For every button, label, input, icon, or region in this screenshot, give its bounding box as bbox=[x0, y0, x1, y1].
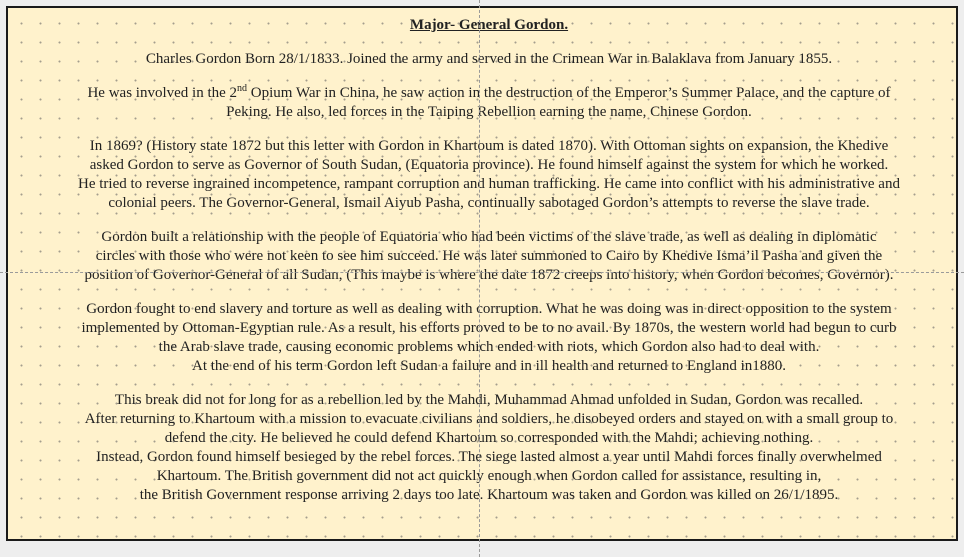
text-line: Peking. He also, led forces in the Taiping Rebellion earning the name, Chinese Gordon. bbox=[226, 104, 752, 120]
text-line: Khartoum. The British government did not act quickly enough when Gordon called for assistance, resulting in, bbox=[156, 468, 822, 484]
text-line: Charles Gordon Born 28/1/1833. Joined the army and served in the Crimean War in Balaklava from January 1855. bbox=[145, 51, 833, 67]
document-title: Major- General Gordon. bbox=[409, 17, 569, 33]
text-line: In 1869? (History state 1872 but this letter with Gordon in Khartoum is dated 1870). With Ottoman sights on expansion, the Khedive bbox=[89, 138, 889, 154]
text-line: Instead, Gordon found himself besieged by the rebel forces. The siege lasted almost a year until Mahdi forces finally overwhelmed bbox=[96, 449, 882, 465]
paragraph-china bbox=[18, 84, 960, 122]
text-line: colonial peers. The Governor-General, Ismail Aiyub Pasha, continually sabotaged Gordon’s attempts to reverse the slave trade. bbox=[108, 195, 870, 211]
superscript-nd: nd bbox=[237, 83, 248, 94]
text-line: Gordon built a relationship with the people of Equatoria who had been victims of the slave trade, as well as dealing in diplomatic bbox=[101, 229, 877, 245]
document-page bbox=[6, 6, 958, 541]
paragraph-birth bbox=[18, 50, 960, 69]
document-body bbox=[18, 16, 960, 520]
paragraph-khartoum bbox=[18, 391, 960, 505]
text-line: position of Governor-General of all Sudan, (This maybe is where the date 1872 creeps into history, when Gordon becomes, Governor). bbox=[84, 267, 894, 283]
text-line: This break did not for long for as a rebellion led by the Mahdi, Muhammad Ahmad unfolded in Sudan, Gordon was recalled. bbox=[114, 392, 864, 408]
paragraph-equatoria bbox=[18, 137, 960, 213]
text-line: After returning to Khartoum with a mission to evacuate civilians and soldiers, he disobeyed orders and stayed on with a small group to bbox=[84, 411, 894, 427]
text-line: circles with those who were not keen to see him succeed. He was later summoned to Cairo by Khedive Isma’il Pasha and given the bbox=[95, 248, 883, 264]
text-line: the Arab slave trade, causing economic problems which ended with riots, which Gordon also had to deal with. bbox=[158, 339, 820, 355]
paragraph-slavery bbox=[18, 300, 960, 376]
text-line: Gordon fought to end slavery and torture as well as dealing with corruption. What he was doing was in direct opposition to the system bbox=[86, 301, 892, 317]
text-line: the British Government response arriving 2 days too late. Khartoum was taken and Gordon was killed on 26/1/1895. bbox=[139, 487, 839, 503]
text-line: defend the city. He believed he could defend Khartoum so corresponded with the Mahdi; achieving nothing. bbox=[164, 430, 814, 446]
text-segment: He was involved in the 2 bbox=[87, 85, 238, 101]
text-line: asked Gordon to serve as Governor of South Sudan, (Equatoria province). He found himself against the system for which he worked. bbox=[89, 157, 889, 173]
text-line: At the end of his term Gordon left Sudan a failure and in ill health and returned to England in1880. bbox=[191, 358, 787, 374]
paragraph-governor-general bbox=[18, 228, 960, 285]
text-segment: Opium War in China, he saw action in the destruction of the Emperor’s Summer Palace, and the capture of bbox=[247, 85, 891, 101]
text-line: implemented by Ottoman-Egyptian rule. As a result, his efforts proved to be to no avail. By 1870s, the western world had begun to curb bbox=[81, 320, 897, 336]
text-line bbox=[18, 84, 960, 103]
text-line: He tried to reverse ingrained incompetence, rampant corruption and human trafficking. He came into conflict with his administrative and bbox=[78, 176, 900, 192]
